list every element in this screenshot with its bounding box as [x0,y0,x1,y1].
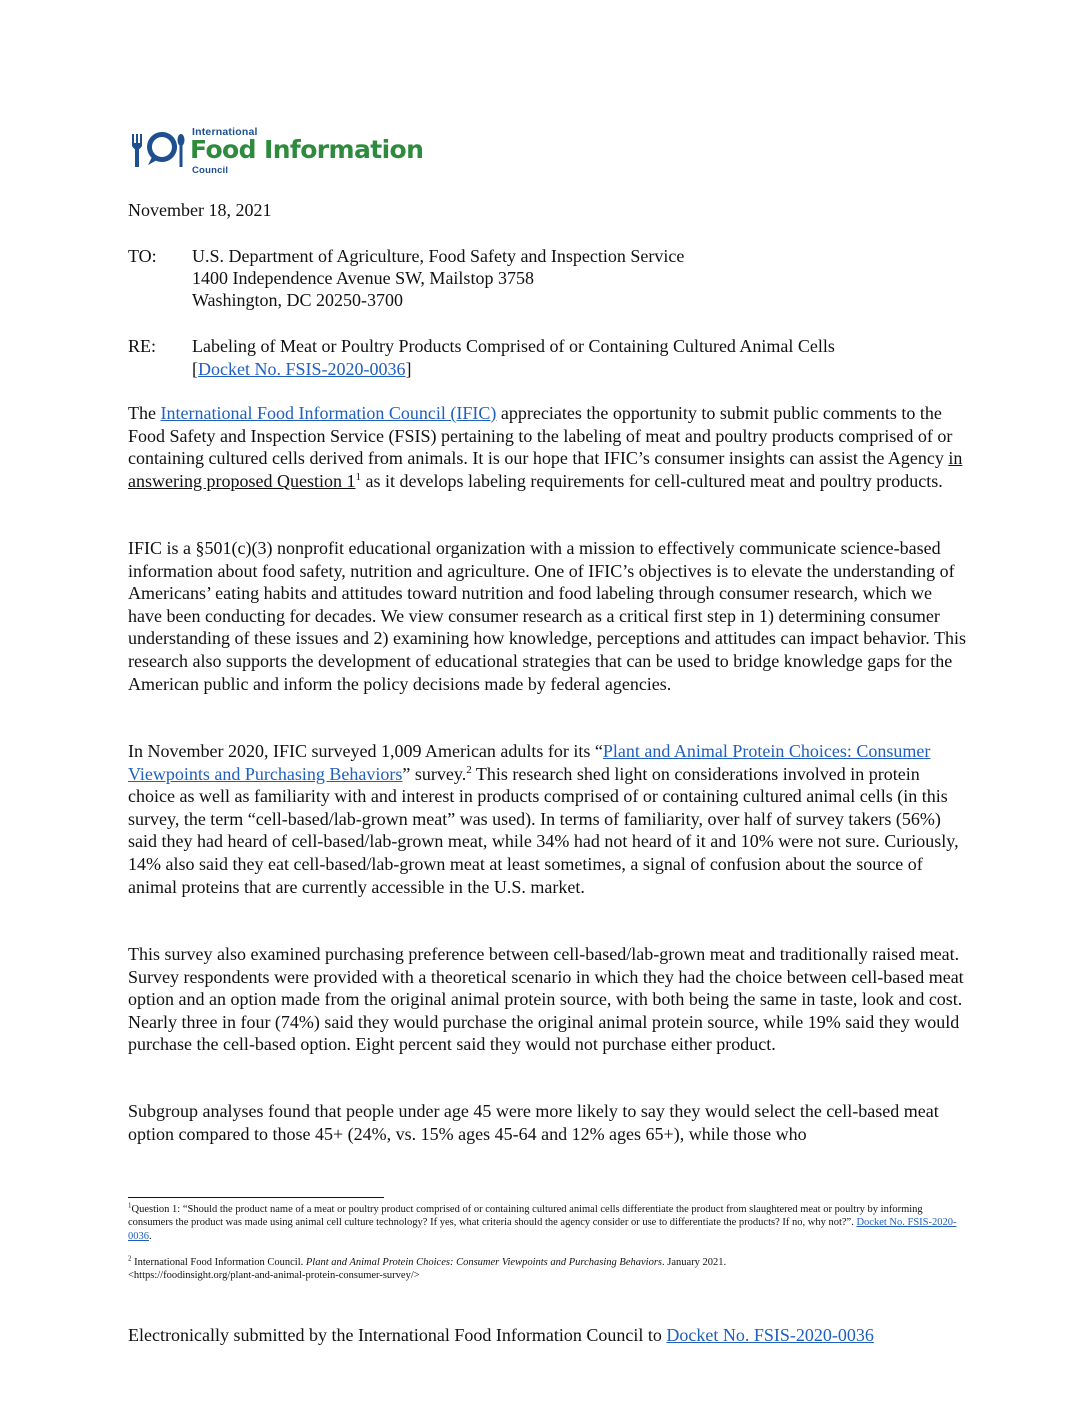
survey-link[interactable]: Plant and Animal Protein Choices: Consumer Viewpoints and Purchasing Behaviors [128,741,931,784]
footnote-1-mark: 1 [128,1201,132,1210]
footnote-2-text-b: . January 2021. [662,1257,727,1268]
to-line-2: 1400 Independence Avenue SW, Mailstop 3758 [192,268,534,288]
logo-line-food-information: Food Information [190,135,424,164]
footnote-2-url: <https://foodinsight.org/plant-and-animal-protein-consumer-survey/> [128,1270,420,1282]
paragraph-2: IFIC is a §501(c)(3) nonprofit educational organization with a mission to effectively communicate science-based information about food safety, nutrition and agriculture. One of IFIC’s objectives is to elevate the understanding of Americans’ eating habits and attitudes toward nutrition and food labeling through consumer research, which we have been conducting for decades. We view consumer research as a critical first step in 1) determining consumer understanding of these issues and 2) examining how knowledge, perceptions and attitudes can impact behavior. This research also supports the development of educational strategies that can be used to bridge knowledge gaps for the American public and inform the policy decisions made by federal agencies. [128,538,966,694]
paragraph-4: This survey also examined purchasing preference between cell-based/lab-grown meat and traditionally raised meat. Survey respondents were provided with a theoretical scenario in which they had the choice between cell-based meat option and an option made from the original animal protein source, with both being the same in taste, look and cost. Nearly three in four (74%) said they would purchase the original animal protein source, while 19% said they would purchase the cell-based option. Eight percent said they would not purchase either product. [128,944,964,1055]
footnote-2 [128,1256,968,1283]
to-label: TO: [128,246,157,266]
paragraph-1 [128,402,968,492]
ific-link[interactable]: International Food Information Council (IFIC) [160,403,497,423]
p1-text-c: as it develops labeling requirements for cell-cultured meat and poultry products. [360,470,943,491]
re-docket-link[interactable]: Docket No. FSIS-2020-0036 [198,359,406,379]
footnote-divider [128,1197,384,1198]
footnote-2-mark: 2 [128,1254,132,1263]
question-1-underline: in answering proposed Question 1 [128,448,963,491]
footnote-2-text-a: International Food Information Council. [131,1257,306,1268]
to-line-1: U.S. Department of Agriculture, Food Safety and Inspection Service [192,246,685,266]
re-line-2 [192,358,412,380]
footer-text: Electronically submitted by the International Food Information Council to [128,1325,667,1345]
logo-line-council: Council [192,165,229,176]
footnote-1-docket-link[interactable]: Docket No. FSIS-2020-0036 [128,1217,957,1242]
page-footer [128,1325,874,1346]
letter-date: November 18, 2021 [128,200,272,220]
to-line-3: Washington, DC 20250-3700 [192,290,404,310]
p1-text-a: The [128,403,161,423]
footer-docket-link[interactable]: Docket No. FSIS-2020-0036 [666,1325,874,1345]
paragraph-3 [128,740,968,898]
footnote-ref-2[interactable]: 2 [466,763,472,776]
p3-text-c: This research shed light on considerations involved in protein choice as well as familiarity with and interest in products comprised of or containing cultured animal cells (in this survey, the term “cell-based/lab-grown meat” was used). In terms of familiarity, over half of survey takers (56%) said they had heard of cell-based/lab-grown meat, while 34% had not heard of it and 10% were not sure. Curiously, 14% also said they eat cell-based/lab-grown meat at least sometimes, a signal of confusion about the source of animal proteins that are currently accessible in the U.S. market. [128,763,959,897]
re-label: RE: [128,336,157,356]
ific-logo [130,124,450,178]
re-line-1: Labeling of Meat or Poultry Products Comprised of or Containing Cultured Animal Cells [192,336,835,356]
re-bracket-close: ] [405,359,412,379]
re-bracket-open: [ [192,359,198,379]
footnote-1 [128,1203,968,1243]
footnote-ref-1[interactable]: 1 [355,470,361,483]
p3-text-b: ” survey. [402,763,467,784]
footnote-1-end: . [149,1230,152,1242]
p3-text-a: In November 2020, IFIC surveyed 1,009 American adults for its “ [128,741,603,761]
paragraph-5: Subgroup analyses found that people under age 45 were more likely to say they would select the cell-based meat option compared to those 45+ (24%, vs. 15% ages 45-64 and 12% ages 65+), while those who [128,1101,939,1144]
footnote-1-text: Question 1: “Should the product name of a meat or poultry product comprised of or containing cultured animal cells differentiate the product from slaughtered meat or poultry by informing consumers the product was made using animal cell culture technology? If yes, what criteria should the agency consider or use to differentiate the products? If no, why not?”. [128,1204,923,1229]
fork-spoon-icon [130,124,186,178]
logo-line-international: International [192,126,258,138]
footnote-2-title: Plant and Animal Protein Choices: Consumer Viewpoints and Purchasing Behaviors [305,1257,662,1268]
p1-text-b: appreciates the opportunity to submit public comments to the Food Safety and Inspection Service (FSIS) pertaining to the labeling of meat and poultry products comprised of or containing cultured cells derived from animals. It is our hope that IFIC’s consumer insights can assist the Agency [128,403,953,469]
